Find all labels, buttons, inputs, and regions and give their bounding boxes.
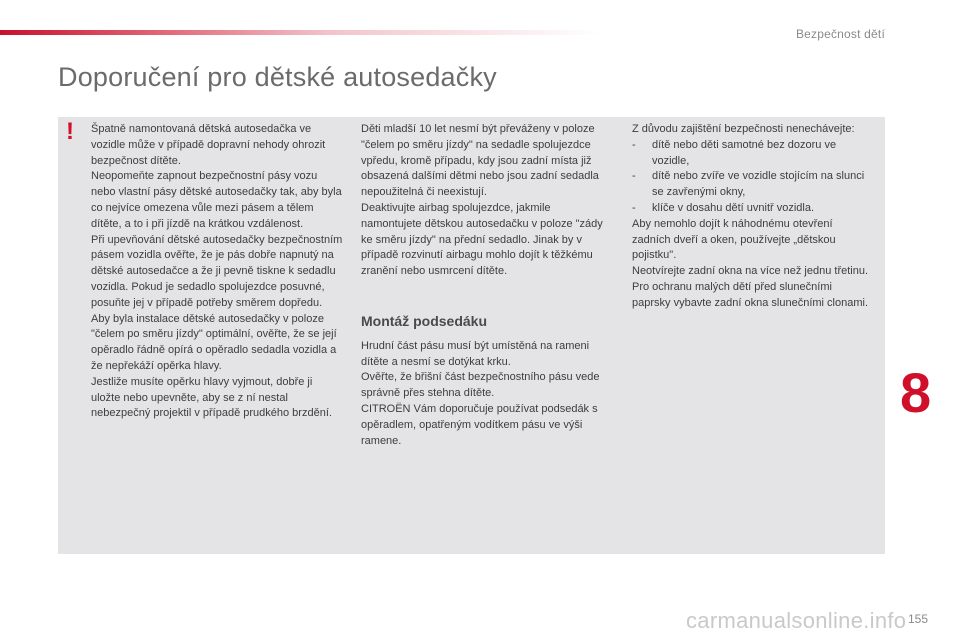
list-dash: - (632, 201, 636, 214)
list-item (632, 201, 872, 217)
paragraph: Neotvírejte zadní okna na více než jednu třetinu. (632, 265, 869, 278)
paragraph: Děti mladší 10 let nesmí být převáženy v poloze "čelem po směru jízdy" na sedadle spolujezdce vpředu, kromě případu, kdy jsou zadní místa již obsazená dalšími dětmi nebo jsou zadní sedadla nepoužitelná či neexistují. (361, 123, 599, 199)
paragraph: Z důvodu zajištění bezpečnosti nenechávejte: (632, 123, 855, 135)
list-item-text: dítě nebo zvíře ve vozidle stojícím na slunci se zavřenými okny, (652, 170, 865, 199)
paragraph: Jestliže musíte opěrku hlavy vyjmout, dobře ji uložte nebo upevněte, aby se z ní nestal nebezpečný projektil v případě prudkého brzdění. (91, 375, 332, 420)
paragraph: Pro ochranu malých dětí před slunečními paprsky vybavte zadní okna slunečními clonami. (632, 280, 869, 309)
paragraph: Ověřte, že břišní část bezpečnostního pásu vede správně přes stehna dítěte. (361, 371, 600, 400)
column-front-seat-airbag (361, 122, 611, 449)
subheading-booster-seat: Montáž podsedáku (361, 312, 488, 329)
list-item (632, 169, 872, 201)
list-dash: - (632, 170, 636, 183)
page-title: Doporučení pro dětské autosedačky (58, 62, 497, 92)
column-child-safety-tips (632, 122, 872, 312)
page-number: 155 (908, 612, 929, 626)
list-item-text: dítě nebo děti samotné bez dozoru ve vozidle, (652, 138, 837, 167)
paragraph: Aby byla instalace dětské autosedačky v poloze "čelem po směru jízdy" optimální, ověřte, že se její opěradlo řádně opírá o opěradlo sedadla vozidla a že nepřekáží opěrka hlavy. (91, 312, 337, 372)
paragraph: Hrudní část pásu musí být umístěná na rameni dítěte a nesmí se dotýkat krku. (361, 339, 590, 368)
paragraph: Při upevňování dětské autosedačky bezpečnostním pásem vozidla ověřte, že je pás dobře napnutý na dětské autosedačce a že ji pevně tiskne k sedadlu vozidla. Pokud je sedadlo spolujezdce posuvné, posuňte jej v případě potřeby směrem dopředu. (91, 233, 343, 309)
paragraph: Deaktivujte airbag spolujezdce, jakmile namontujete dětskou autosedačku v poloze "zády ke směru jízdy" na přední sedadlo. Jinak by v případě rozvinutí airbagu mohlo dojít k těžkému zranění nebo usmrcení dítěte. (361, 201, 603, 278)
list-dash: - (632, 138, 636, 151)
warning-icon: ! (66, 118, 74, 145)
chapter-number: 8 (900, 361, 932, 424)
paragraph: Aby nemohlo dojít k náhodnému otevření zadních dveří a oken, používejte „dětskou pojistku". (632, 217, 836, 262)
list-item-text: klíče v dosahu dětí uvnitř vozidla. (652, 201, 815, 214)
paragraph: CITROËN Vám doporučuje používat podsedák s opěradlem, opatřeným vodítkem pásu ve výši ramene. (361, 402, 598, 447)
paragraph: Neopomeňte zapnout bezpečnostní pásy vozu nebo vlastní pásy dětské autosedačky tak, aby byla co nejvíce omezena vůle mezi pásem a tělem dítěte, a to i při jízdě na krátkou vzdálenost. (91, 170, 342, 230)
header-accent-bar (0, 30, 600, 35)
list-item (632, 138, 872, 170)
watermark-text: carmanualsonline.info (686, 608, 907, 633)
paragraph: Špatně namontovaná dětská autosedačka ve vozidle může v případě dopravní nehody ohrozit bezpečnost dítěte. (91, 123, 326, 167)
column-child-seat-safety (91, 122, 343, 422)
section-header: Bezpečnost dětí (795, 27, 885, 41)
